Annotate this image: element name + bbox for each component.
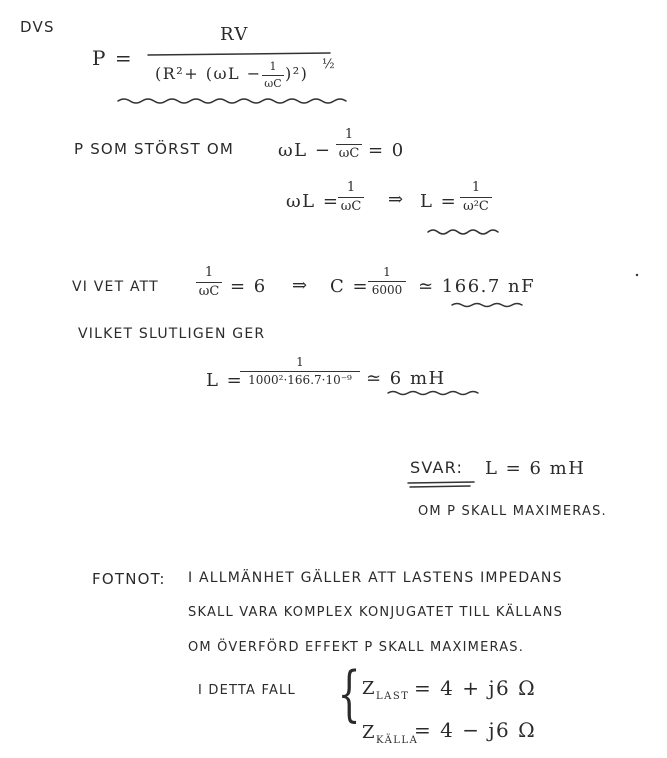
wl-frac1-num: 1 — [346, 180, 356, 195]
wl-frac2-num: 1 — [471, 180, 481, 195]
max-frac-den: ωC — [338, 146, 360, 162]
vi-eq: = 6 — [230, 276, 267, 297]
p-numerator: RV — [220, 24, 249, 45]
answer-line2: OM P SKALL MAXIMERAS. — [418, 504, 607, 519]
wl-frac2-bar — [460, 197, 492, 198]
answer-underline-2 — [410, 486, 470, 487]
p-fraction-bar — [148, 53, 330, 55]
wl-expr-1: ωL = — [286, 191, 340, 212]
footnote-line2: SKALL VARA KOMPLEX KONJUGATET TILL KÄLLANS — [188, 605, 564, 620]
l-frac-bar — [240, 371, 360, 372]
footnote-label: FOTNOT: — [92, 570, 166, 588]
footnote-line3: OM ÖVERFÖRD EFFEKT P SKALL MAXIMERAS. — [188, 640, 525, 655]
vi-frac2-den: 6000 — [371, 283, 403, 298]
z-kalla-subscript: KÄLLA — [376, 735, 419, 746]
wl-fraction-2 — [460, 181, 492, 215]
p-den-frac-den: ωC — [264, 77, 282, 91]
max-expr-1: ωL − — [278, 140, 332, 161]
l-lhs: L = — [206, 370, 244, 391]
vi-arrow: ⇒ — [292, 275, 309, 296]
wl-frac1-den: ωC — [340, 199, 362, 215]
p-denominator-part2: )²) — [285, 64, 309, 83]
wl-frac2-den: ω²C — [463, 199, 489, 215]
z-last-value: = 4 + j6 Ω — [414, 676, 537, 700]
l-wavy-underline — [388, 392, 478, 395]
l-frac-num: 1 — [296, 355, 304, 369]
max-frac-bar — [336, 144, 362, 145]
c-wavy-underline — [452, 304, 522, 307]
answer-label: SVAR: — [410, 458, 464, 477]
l-result: ≃ 6 mH — [366, 368, 446, 389]
z-kalla-value: = 4 − j6 Ω — [414, 718, 537, 742]
l-frac-den: 1000²·166.7·10⁻⁹ — [248, 373, 352, 388]
answer-value: L = 6 mH — [485, 458, 586, 479]
vi-frac1-bar — [196, 282, 222, 283]
vi-frac2-bar — [368, 281, 406, 282]
z-kalla-symbol: Z — [362, 722, 377, 743]
vi-result: ≃ 166.7 nF — [418, 276, 536, 297]
max-condition-text: P SOM STÖRST OM — [74, 140, 234, 158]
vi-c-eq: C = — [330, 276, 370, 297]
wl-arrow: ⇒ — [388, 189, 405, 210]
stray-dot — [636, 274, 638, 276]
vi-frac1-num: 1 — [204, 265, 214, 280]
p-den-frac-num: 1 — [269, 60, 277, 73]
vi-fraction-1 — [196, 266, 222, 300]
answer-underline-1 — [408, 482, 474, 483]
footnote-line1: I ALLMÄNHET GÄLLER ATT LASTENS IMPEDANS — [188, 570, 563, 586]
vi-fraction-2 — [368, 266, 406, 297]
vi-frac2-num: 1 — [383, 265, 391, 279]
p-denominator-fraction — [262, 61, 284, 90]
impedance-brace: { — [337, 659, 361, 729]
dvs-label: DVS — [20, 18, 55, 36]
wl-fraction-1 — [338, 181, 364, 215]
wl-expr-2: L = — [420, 191, 458, 212]
vi-vet-att-text: VI VET ATT — [72, 279, 159, 295]
vilket-text: VILKET SLUTLIGEN GER — [78, 326, 266, 342]
max-expr-2: = 0 — [368, 140, 405, 161]
footnote-line4: I DETTA FALL — [198, 683, 296, 698]
p-wavy-underline — [118, 99, 346, 103]
p-lhs: P = — [92, 46, 134, 70]
z-last-subscript: LAST — [376, 691, 410, 702]
vi-frac1-den: ωC — [198, 284, 220, 300]
wl-wavy-underline — [428, 230, 498, 234]
z-last-symbol: Z — [362, 678, 377, 699]
wl-frac1-bar — [338, 197, 364, 198]
max-frac-num: 1 — [344, 127, 354, 142]
l-fraction — [240, 356, 360, 387]
max-fraction — [336, 128, 362, 162]
p-den-frac-bar — [262, 75, 284, 76]
p-denominator-exponent: ½ — [322, 57, 337, 72]
p-denominator-part1: (R²+ (ωL − — [155, 64, 262, 83]
